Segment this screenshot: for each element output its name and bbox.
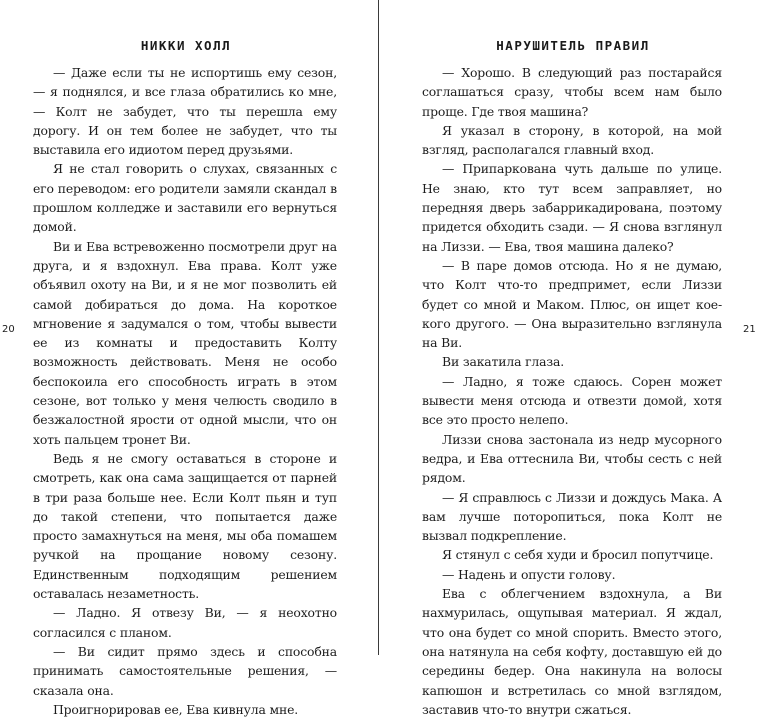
paragraph: — Даже если ты не испортишь ему сезон, — я поднялся, и все глаза обратились ко мне, — Колт не забудет, что ты перешла ему дорогу. И он тем более не забудет, что ты выставила его идиотом перед друзьями. <box>33 65 337 158</box>
paragraph: Я стянул с себя худи и бросил попутчице. <box>442 547 714 563</box>
paragraph: — Припаркована чуть дальше по улице. Не знаю, кто тут всем заправляет, но передняя дверь забаррикадирована, поэтому придется обходить сзади. — Я снова взглянул на Лиззи. — Ева, твоя машина далеко? <box>422 161 722 254</box>
paragraph: Ви и Ева встревоженно посмотрели друг на друга, и я вздохнул. Ева права. Колт уже объявил охоту на Ви, и я не мог позволить ей самой добираться до дома. На короткое мгновение я задумался о том, чтобы вывести ее из комнаты и предоставить Колту возможность действовать. Меня не особо беспокоила его способность играть в этом сезоне, вот только у меня челюсть сводило в безжалостной ярости от одной мысли, что он хоть пальцем тронет Ви. <box>33 238 337 447</box>
paragraph: Проигнорировав ее, Ева кивнула мне. <box>53 701 299 717</box>
paragraph: Ведь я не смогу оставаться в стороне и смотреть, как она сама защищается от парней в три раза больше нее. Если Колт пьян и туп до такой степени, что попытается даже просто замахнуться на меня, мы оба помашем ручкой на прощание новому сезону. Единственным подходящим решением оставалась незаметность. <box>33 450 337 602</box>
body-text <box>33 63 337 719</box>
paragraph: — Надень и опусти голову. <box>442 566 616 582</box>
running-header-title: НАРУШИТЕЛЬ ПРАВИЛ <box>496 38 650 53</box>
paragraph: Я указал в сторону, в которой, на мой взгляд, располагался главный вход. <box>422 122 722 158</box>
paragraph: — В паре домов отсюда. Но я не думаю, что Колт что-то предпримет, если Лиззи будет со мной и Маком. Плюс, он ищет кое-кого другого. — Она выразительно взглянула на Ви. <box>422 257 722 351</box>
paragraph: Лиззи снова застонала из недр мусорного ведра, и Ева оттеснила Ви, чтобы сесть с ней рядом. <box>422 431 722 486</box>
paragraph: Ви закатила глаза. <box>442 354 565 370</box>
paragraph: — Ви сидит прямо здесь и способна принимать самостоятельные решения, — сказала она. <box>33 643 337 698</box>
paragraph: Ева с облегчением вздохнула, а Ви нахмурилась, ощупывая материал. Я ждал, что она будет со мной спорить. Вместо этого, она натянула на себя кофту, доставшую ей до середины бедер. Она накинула на волосы капюшон и встретилась со мной взглядом, заставив что-то внутри сжаться. <box>422 586 722 717</box>
page-number: 20 <box>2 324 15 335</box>
page-number: 21 <box>743 324 756 335</box>
running-header-author: НИККИ ХОЛЛ <box>140 38 232 53</box>
left-page <box>0 0 378 717</box>
right-page <box>379 0 759 717</box>
paragraph: Я не стал говорить о слухах, связанных с его переводом: его родители замяли скандал в прошлом колледже и заставили его вернуться домой. <box>33 161 337 235</box>
paragraph: — Ладно, я тоже сдаюсь. Сорен может вывести меня отсюда и отвезти домой, хотя все это просто нелепо. <box>422 373 722 428</box>
paragraph: — Я справлюсь с Лиззи и дождусь Мака. А вам лучше поторопиться, пока Колт не вызвал подкрепление. <box>422 489 722 544</box>
paragraph: — Хорошо. В следующий раз постарайся соглашаться сразу, чтобы всем нам было проще. Где твоя машина? <box>422 65 722 119</box>
body-text <box>422 63 722 719</box>
paragraph: — Ладно. Я отвезу Ви, — я неохотно согласился с планом. <box>33 605 337 640</box>
